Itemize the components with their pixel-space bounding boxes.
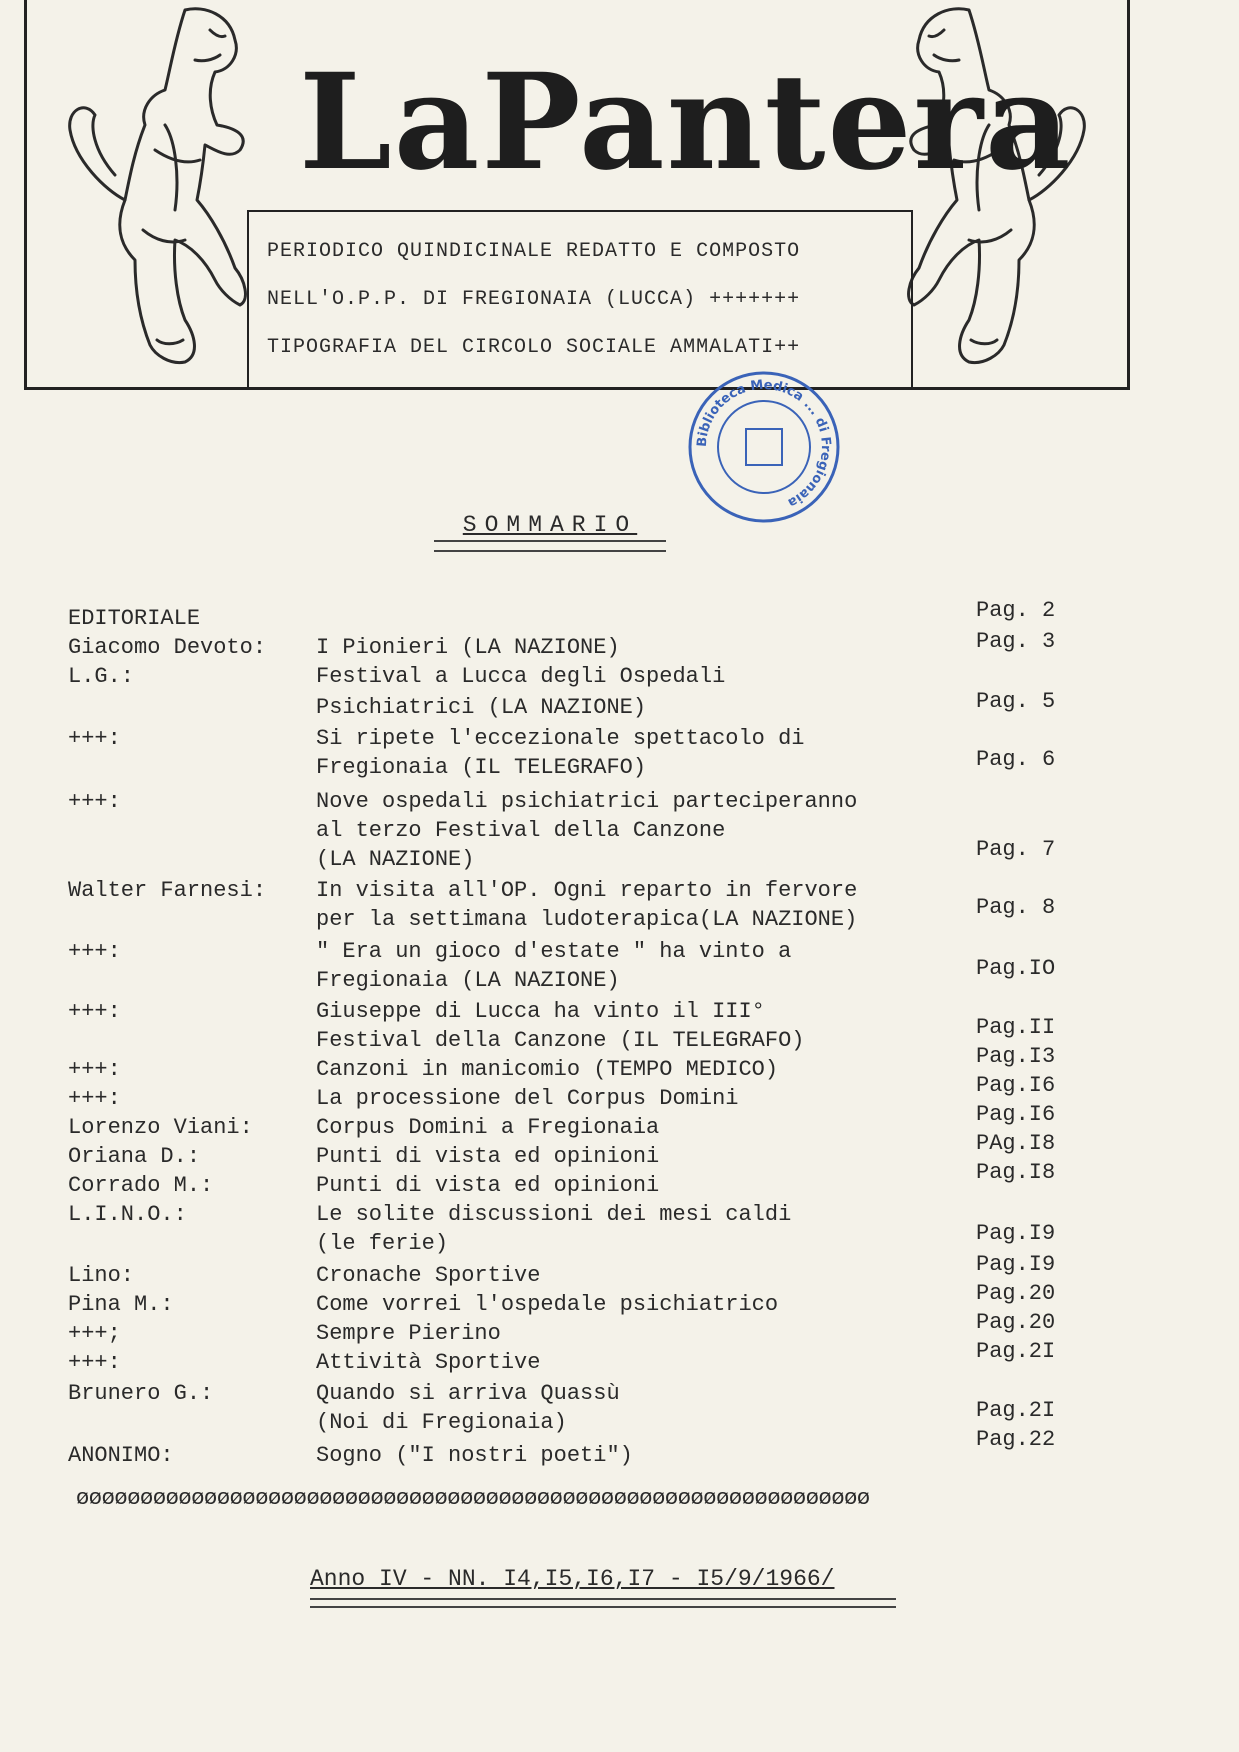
toc-author: Oriana D.: (68, 1144, 201, 1169)
subtitle-line: TIPOGRAFIA DEL CIRCOLO SOCIALE AMMALATI++ (267, 336, 801, 359)
toc-title: Fregionaia (IL TELEGRAFO) (316, 755, 647, 780)
toc-title: Punti di vista ed opinioni (316, 1173, 660, 1198)
toc-page-number: PAg.I8 (976, 1131, 1056, 1156)
toc-page-number: Pag.20 (976, 1310, 1056, 1335)
toc-page-number: Pag.I8 (976, 1160, 1056, 1185)
toc-page-number: Pag.2I (976, 1339, 1056, 1364)
toc-page-number: Pag.I6 (976, 1073, 1056, 1098)
toc-page-number: Pag.I9 (976, 1221, 1056, 1246)
toc-page-number: Pag.20 (976, 1281, 1056, 1306)
issue-double-rule (310, 1598, 896, 1608)
toc-title: Fregionaia (LA NAZIONE) (316, 968, 620, 993)
toc-title: Come vorrei l'ospedale psichiatrico (316, 1292, 779, 1317)
toc-page-number: Pag. 2 (976, 598, 1056, 623)
subtitle-box (247, 210, 913, 390)
masthead (24, 0, 1130, 390)
toc-author: L.G.: (68, 664, 135, 689)
toc-author: +++: (68, 789, 121, 814)
toc-title: (Noi di Fregionaia) (316, 1410, 567, 1435)
stamp-text: Biblioteca Medica ... di Fregionaia (694, 377, 834, 511)
toc-author: ANONIMO: (68, 1443, 174, 1468)
toc-title: al terzo Festival della Canzone (316, 818, 726, 843)
toc-page-number: Pag. 3 (976, 629, 1056, 654)
toc-page-number: Pag. 8 (976, 895, 1056, 920)
toc-title: Si ripete l'eccezionale spettacolo di (316, 726, 805, 751)
toc-title: La processione del Corpus Domini (316, 1086, 739, 1111)
toc-author: EDITORIALE (68, 606, 201, 631)
subtitle-line: NELL'O.P.P. DI FREGIONAIA (LUCCA) +++++++ (267, 288, 801, 311)
toc-title: per la settimana ludoterapica(LA NAZIONE) (316, 907, 858, 932)
toc-page-number: Pag.I9 (976, 1252, 1056, 1277)
subtitle-line: PERIODICO QUINDICINALE REDATTO E COMPOSTO (267, 240, 801, 263)
toc-title: I Pionieri (LA NAZIONE) (316, 635, 620, 660)
toc-title: Attività Sportive (316, 1350, 541, 1375)
toc-title: Le solite discussioni dei mesi caldi (316, 1202, 792, 1227)
panther-left-illustration (35, 0, 265, 385)
toc-title: Giuseppe di Lucca ha vinto il III° (316, 999, 765, 1024)
toc-author: L.I.N.O.: (68, 1202, 187, 1227)
toc-author: Giacomo Devoto: (68, 635, 267, 660)
toc-title: Nove ospedali psichiatrici parteciperanno (316, 789, 858, 814)
toc-author: Corrado M.: (68, 1173, 214, 1198)
toc-author: Pina M.: (68, 1292, 174, 1317)
toc-author: +++; (68, 1321, 121, 1346)
toc-page-number: Pag. 5 (976, 689, 1056, 714)
toc-title: In visita all'OP. Ogni reparto in fervore (316, 878, 858, 903)
toc-author: Lorenzo Viani: (68, 1115, 253, 1140)
toc-title: Cronache Sportive (316, 1263, 541, 1288)
toc-title: Punti di vista ed opinioni (316, 1144, 660, 1169)
publication-title: LaPantera (299, 45, 1073, 200)
toc-author: +++: (68, 999, 121, 1024)
toc-title: Psichiatrici (LA NAZIONE) (316, 695, 647, 720)
toc-page-number: Pag.IO (976, 956, 1056, 981)
toc-title: Canzoni in manicomio (TEMPO MEDICO) (316, 1057, 779, 1082)
toc-title: Quando si arriva Quassù (316, 1381, 620, 1406)
toc-title: Sempre Pierino (316, 1321, 501, 1346)
issue-line: Anno IV - NN. I4,I5,I6,I7 - I5/9/1966/ (310, 1566, 835, 1592)
toc-author: +++: (68, 1086, 121, 1111)
toc-page-number: Pag.II (976, 1015, 1056, 1040)
toc-title: (le ferie) (316, 1231, 449, 1256)
toc-page-number: Pag.I3 (976, 1044, 1056, 1069)
toc-author: +++: (68, 726, 121, 751)
toc-title: (LA NAZIONE) (316, 847, 475, 872)
toc-author: +++: (68, 1350, 121, 1375)
toc-title: " Era un gioco d'estate " ha vinto a (316, 939, 792, 964)
toc-title: Sogno ("I nostri poeti") (316, 1443, 633, 1468)
toc-title: Festival a Lucca degli Ospedali (316, 664, 726, 689)
toc-title: Corpus Domini a Fregionaia (316, 1115, 660, 1140)
toc-author: Brunero G.: (68, 1381, 214, 1406)
toc-page-number: Pag.I6 (976, 1102, 1056, 1127)
library-stamp (684, 367, 844, 527)
sommario-double-rule (434, 540, 666, 552)
toc-page-number: Pag.22 (976, 1427, 1056, 1452)
toc-author: Lino: (68, 1263, 135, 1288)
toc-author: Walter Farnesi: (68, 878, 267, 903)
toc-page-number: Pag. 7 (976, 837, 1056, 862)
toc-title: Festival della Canzone (IL TELEGRAFO) (316, 1028, 805, 1053)
toc-page-number: Pag.2I (976, 1398, 1056, 1423)
toc-page-number: Pag. 6 (976, 747, 1056, 772)
toc-author: +++: (68, 939, 121, 964)
svg-text:Biblioteca Medica ... di Fregi (695, 378, 833, 510)
separator-line: øøøøøøøøøøøøøøøøøøøøøøøøøøøøøøøøøøøøøøøøøøøøøøøøøøøøøøøøøøøøøø (76, 1486, 870, 1511)
sommario-heading: SOMMARIO (462, 512, 638, 538)
toc-author: +++: (68, 1057, 121, 1082)
